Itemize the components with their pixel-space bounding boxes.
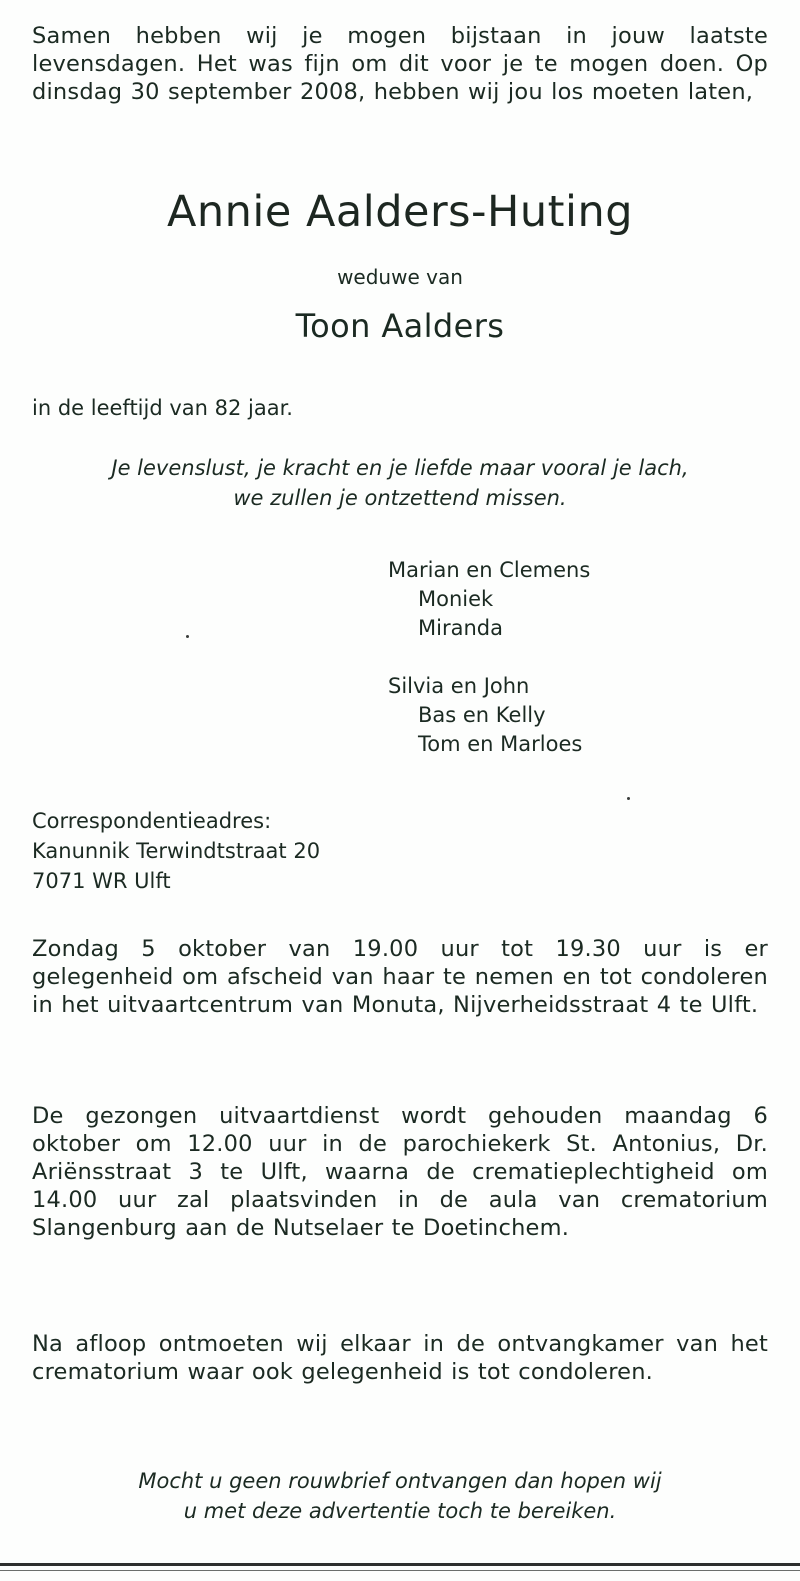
widow-of-label: weduwe van (337, 265, 463, 289)
family-child: Moniek (418, 587, 494, 611)
family-group-1 (388, 556, 778, 643)
husband-name: Toon Aalders (295, 307, 505, 345)
quote-line-1: Je levenslust, je kracht en je liefde maar vooral je lach, (111, 456, 689, 480)
family-parents: Marian en Clemens (388, 558, 591, 582)
memorial-quote (0, 453, 800, 513)
closing-line-2: u met deze advertentie toch te bereiken. (183, 1499, 617, 1523)
family-child: Miranda (418, 616, 503, 640)
family-child: Tom en Marloes (418, 732, 583, 756)
quote-line-2: we zullen je ontzettend missen. (233, 486, 567, 510)
age-line: in de leeftijd van 82 jaar. (32, 396, 293, 420)
address-label: Correspondentieadres: (32, 809, 272, 833)
closing-note (0, 1466, 800, 1526)
family-group-2 (388, 672, 778, 759)
service-paragraph: De gezongen uitvaartdienst wordt gehouden maandag 6 oktober om 12.00 uur in de parochiekerk St. Antonius, Dr. Ariënsstraat 3 te Ulft, waarna de crematieplechtigheid om 14.00 uur zal plaatsvinden in de aula van crematorium Slangenburg aan de Nutselaer te Doetinchem. (32, 1103, 768, 1241)
correspondence-address (32, 806, 320, 896)
deceased-name: Annie Aalders-Huting (167, 187, 633, 237)
address-city: 7071 WR Ulft (32, 869, 171, 893)
afterwards-paragraph: Na afloop ontmoeten wij elkaar in de ontvangkamer van het crematorium waar ook gelegenheid is tot condoleren. (32, 1331, 768, 1385)
address-street: Kanunnik Terwindtstraat 20 (32, 839, 321, 863)
bottom-border-line-thin (0, 1570, 800, 1571)
visitation-paragraph: Zondag 5 oktober van 19.00 uur tot 19.30 uur is er gelegenheid om afscheid van haar te nemen en tot condoleren in het uitvaartcentrum van Monuta, Nijverheidsstraat 4 te Ulft. (32, 936, 768, 1018)
bottom-border-line (0, 1563, 800, 1566)
scan-speck (627, 797, 630, 800)
family-child: Bas en Kelly (418, 703, 546, 727)
family-parents: Silvia en John (388, 674, 530, 698)
scan-speck (186, 635, 189, 638)
intro-paragraph: Samen hebben wij je mogen bijstaan in jouw laatste levensdagen. Het was fijn om dit voor je te mogen doen. Op dinsdag 30 september 2008, hebben wij jou los moeten laten, (32, 23, 768, 105)
closing-line-1: Mocht u geen rouwbrief ontvangen dan hopen wij (138, 1469, 662, 1493)
